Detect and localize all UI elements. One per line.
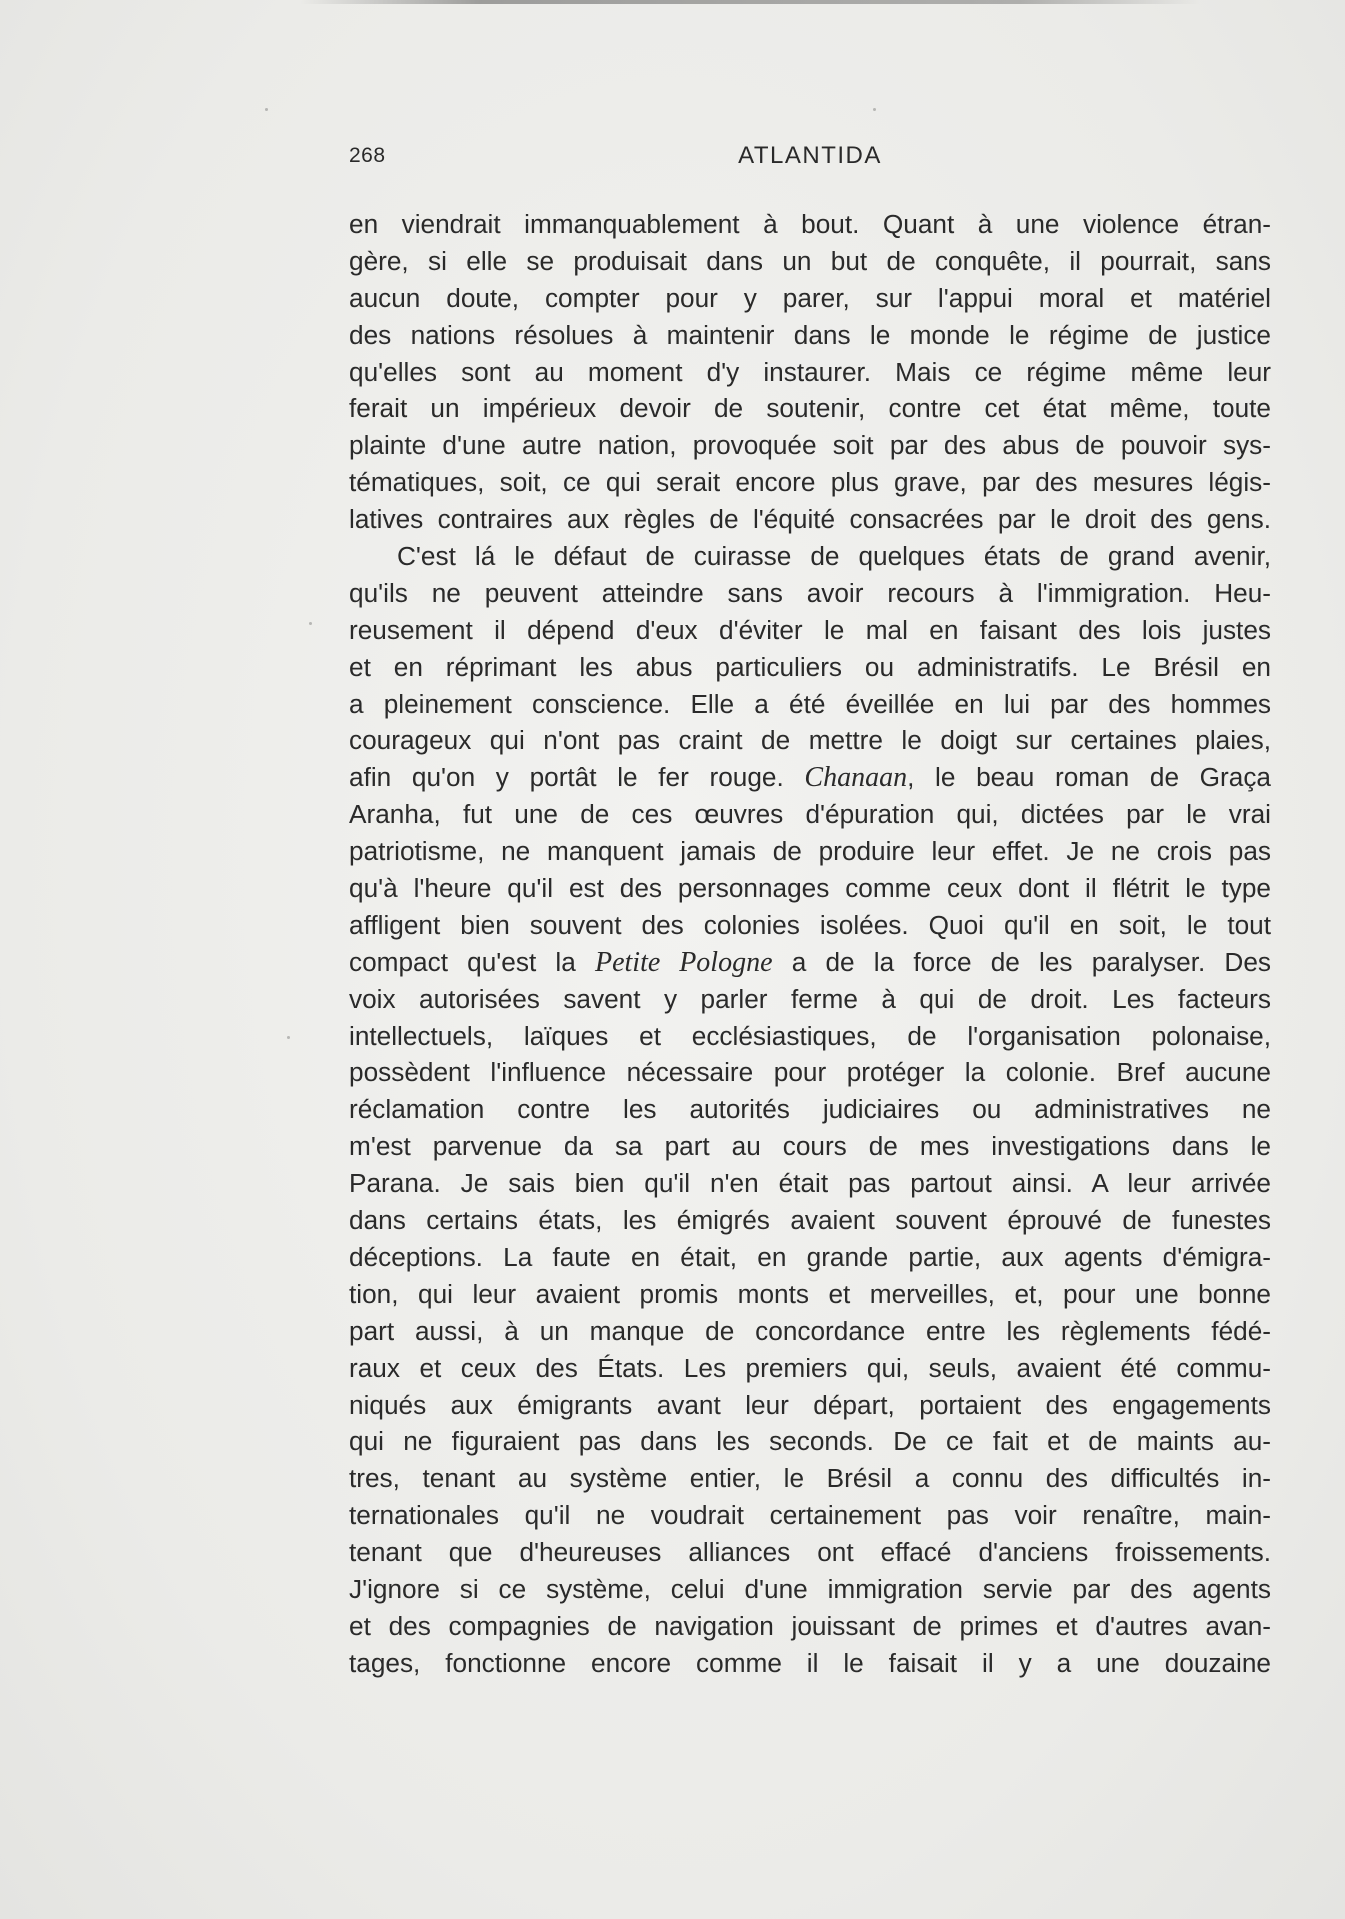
text-segment: tres, tenant au système entier, le Brésil a connu des difficultés in- [349,1463,1271,1494]
text-segment: qui ne figuraient pas dans les seconds. De ce fait et de maints au- [349,1426,1271,1457]
text-line [349,944,1271,981]
text-line [349,317,1271,354]
text-line [349,1645,1271,1682]
paper-speck [873,108,876,111]
text-segment: intellectuels, laïques et ecclésiastiques, de l'organisation polonaise, [349,1020,1271,1051]
text-segment: réclamation contre les autorités judiciaires ou administratives ne [349,1094,1271,1125]
text-line [349,1054,1271,1091]
text-line [349,1313,1271,1350]
paper-speck [309,622,312,625]
text-segment: voix autorisées savent y parler ferme à qui de droit. Les facteurs [349,983,1271,1014]
text-segment: tématiques, soit, ce qui serait encore plus grave, par des mesures légis- [349,467,1271,498]
text-segment: Aranha, fut une de ces œuvres d'épuration qui, dictées par le vrai [349,799,1271,830]
text-line [349,870,1271,907]
text-line [349,206,1271,243]
text-line [349,243,1271,280]
text-segment: qu'ils ne peuvent atteindre sans avoir recours à l'immigration. Heu- [349,577,1271,608]
text-segment: plainte d'une autre nation, provoquée soit par des abus de pouvoir sys- [349,430,1271,461]
paper-speck [265,108,268,111]
text-segment: courageux qui n'ont pas craint de mettre le doigt sur certaines plaies, [349,725,1271,756]
text-segment: a pleinement conscience. Elle a été éveillée en lui par des hommes [349,688,1271,719]
text-line [349,538,1271,575]
text-line [349,1497,1271,1534]
text-segment: en viendrait immanquablement à bout. Quant à une violence étran- [349,209,1271,239]
text-line [349,981,1271,1018]
text-segment: ternationales qu'il ne voudrait certainement pas voir renaître, main- [349,1500,1271,1531]
text-segment: ferait un impérieux devoir de soutenir, contre cet état même, toute [349,393,1271,424]
text-line [349,759,1271,796]
text-line [349,575,1271,612]
text-line [349,1165,1271,1202]
page-header [349,140,1271,174]
text-segment: des nations résolues à maintenir dans le monde le régime de justice [349,319,1271,350]
text-segment: et en réprimant les abus particuliers ou administratifs. Le Brésil en [349,651,1271,682]
paper-speck [287,1036,290,1039]
text-line [349,1534,1271,1571]
text-segment: gère, si elle se produisait dans un but de conquête, il pourrait, sans [349,245,1271,276]
text-segment: déceptions. La faute en était, en grande partie, aux agents d'émigra- [349,1241,1271,1272]
text-line [349,1460,1271,1497]
text-segment: qu'à l'heure qu'il est des personnages comme ceux dont il flétrit le type [349,873,1271,904]
text-segment: afin qu'on y portât le fer rouge. [349,762,805,793]
italic-title: Chanaan [804,762,908,794]
text-segment: et des compagnies de navigation jouissant de primes et d'autres avan- [349,1610,1271,1641]
text-segment: reusement il dépend d'eux d'éviter le mal en faisant des lois justes [349,614,1271,645]
text-line [349,833,1271,870]
text-segment: latives contraires aux règles de l'équité consacrées par le droit des gens. [349,504,1271,535]
text-line [349,501,1271,538]
text-line [349,1423,1271,1460]
text-segment: compact qu'est la [349,946,595,977]
text-segment: m'est parvenue da sa part au cours de mes investigations dans le [349,1131,1271,1162]
text-segment: niqués aux émigrants avant leur départ, portaient des engagements [349,1389,1271,1420]
running-title: ATLANTIDA [738,142,882,169]
text-segment: raux et ceux des États. Les premiers qui, seuls, avaient été commu- [349,1352,1271,1383]
body-text [349,206,1271,1682]
text-segment: a de la force de les paralyser. Des [772,946,1272,977]
text-segment: C'est lá le défaut de cuirasse de quelques états de grand avenir, [397,541,1271,572]
text-line [349,722,1271,759]
text-line [349,1091,1271,1128]
text-line [349,390,1271,427]
text-segment: , le beau roman de Graça [907,762,1271,793]
text-segment: dans certains états, les émigrés avaient souvent éprouvé de funestes [349,1205,1271,1236]
text-segment: aucun doute, compter pour y parer, sur l'appui moral et matériel [349,282,1271,313]
text-line [349,1018,1271,1055]
text-line [349,1128,1271,1165]
text-segment: possèdent l'influence nécessaire pour protéger la colonie. Bref aucune [349,1057,1271,1088]
text-line [349,796,1271,833]
text-segment: part aussi, à un manque de concordance entre les règlements fédé- [349,1315,1271,1346]
scan-top-edge [300,0,1200,4]
text-segment: qu'elles sont au moment d'y instaurer. Mais ce régime même leur [349,356,1271,387]
page-number: 268 [349,144,386,167]
text-line [349,649,1271,686]
text-line [349,1202,1271,1239]
text-segment: affligent bien souvent des colonies isolées. Quoi qu'il en soit, le tout [349,909,1271,940]
text-line [349,1276,1271,1313]
text-line [349,686,1271,723]
text-segment: tages, fonctionne encore comme il le faisait il y a une douzaine [349,1647,1271,1678]
text-segment: patriotisme, ne manquent jamais de produire leur effet. Je ne crois pas [349,836,1271,867]
text-line [349,1608,1271,1645]
text-line [349,1239,1271,1276]
text-line [349,907,1271,944]
text-segment: tion, qui leur avaient promis monts et merveilles, et, pour une bonne [349,1278,1271,1309]
text-line [349,1387,1271,1424]
text-line [349,1350,1271,1387]
text-line [349,612,1271,649]
text-line [349,427,1271,464]
text-segment: Parana. Je sais bien qu'il n'en était pas partout ainsi. A leur arrivée [349,1168,1271,1199]
text-line [349,354,1271,391]
text-line [349,464,1271,501]
text-line [349,280,1271,317]
text-segment: J'ignore si ce système, celui d'une immigration servie par des agents [349,1573,1271,1604]
text-segment: tenant que d'heureuses alliances ont effacé d'anciens froissements. [349,1537,1271,1568]
text-line [349,1571,1271,1608]
italic-title: Petite Pologne [594,946,773,978]
